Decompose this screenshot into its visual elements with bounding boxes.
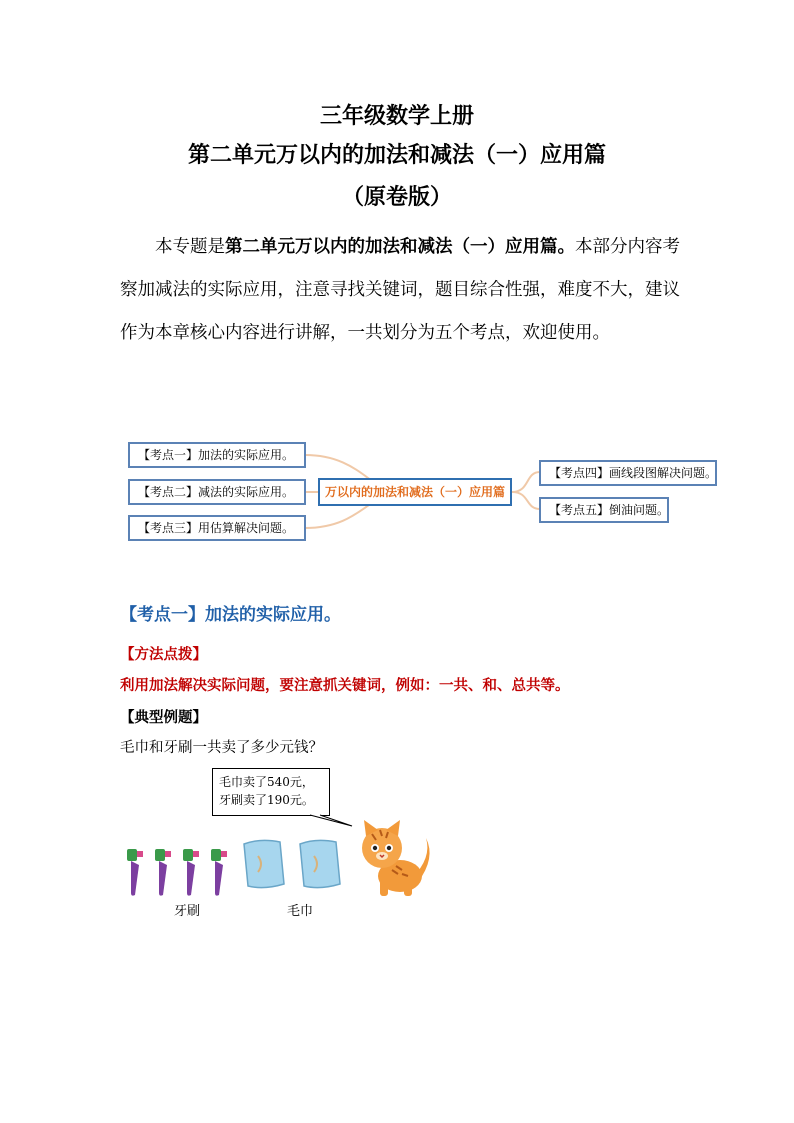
node-tag: 【考点二】	[138, 485, 199, 499]
towel-illustration	[240, 836, 350, 894]
example-title: 【典型例题】	[120, 710, 207, 726]
intro-prefix: 本专题是	[155, 237, 225, 257]
node-tag: 【考点五】	[549, 503, 610, 517]
node-text: 用估算解决问题。	[198, 521, 295, 535]
node-text: 加法的实际应用。	[198, 448, 295, 462]
node-text: 减法的实际应用。	[198, 485, 295, 499]
toothbrush-icon	[127, 849, 143, 896]
node-text: 画线段图解决问题。	[609, 466, 718, 480]
document-version: （原卷版）	[341, 185, 452, 210]
method-title: 【方法点拨】	[120, 647, 207, 663]
node-tag: 【考点三】	[138, 521, 199, 535]
method-text: 利用加法解决实际问题，要注意抓关键词，例如：一共、和、总共等。	[120, 678, 570, 694]
mindmap-center-node: 万以内的加法和减法（一）应用篇	[318, 478, 512, 506]
label-towel: 毛巾	[287, 904, 314, 919]
toothbrush-illustration	[125, 845, 237, 897]
towel-icon	[244, 840, 284, 887]
intro-rest: 本部分内容考察加减法的实际应用，注意寻找关键词，题目综合性强，难度不大，建议作为本章核心内容进行讲解，一共划分为五个考点，欢迎使用。	[120, 237, 680, 343]
node-tag: 【考点一】	[138, 448, 199, 462]
label-toothbrush: 牙刷	[174, 904, 201, 919]
bubble-line-2: 牙刷卖了190元。	[219, 793, 314, 807]
section-heading: 【考点一】加法的实际应用。	[120, 605, 341, 625]
node-tag: 【考点四】	[549, 466, 610, 480]
node-text: 倒油问题。	[609, 503, 670, 517]
question-text: 毛巾和牙刷一共卖了多少元钱？	[120, 740, 323, 756]
intro-bold: 第二单元万以内的加法和减法（一）应用篇。	[225, 237, 575, 257]
document-title: 三年级数学上册	[319, 104, 474, 129]
cat-icon	[352, 818, 438, 900]
bubble-line-1: 毛巾卖了540元，	[219, 775, 314, 789]
document-subtitle: 第二单元万以内的加法和减法（一）应用篇	[187, 143, 606, 168]
